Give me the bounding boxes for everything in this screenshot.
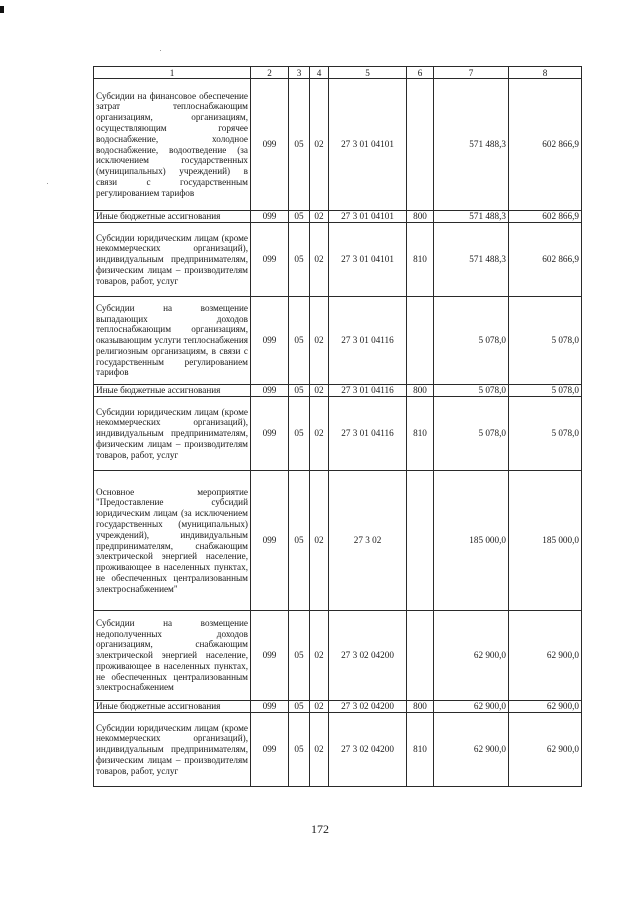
- cell-amount-8: 5 078,0: [509, 297, 582, 385]
- row-name: Субсидии на финансовое обеспечение затрат теплоснабжающим организациям, организациям, осуществляющим горячее водоснабжение, холодное водоснабжение, водоотведение (за исключением государственных (муниципальных) учреждений) в связи с государственным регулированием тарифов: [94, 79, 251, 211]
- row-name: Основное мероприятие "Предоставление субсидий юридическим лицам (за исключением государственных (муниципальных) учреждений), индивидуальным предпринимателям, снабжающим электрической энергией население, проживающее в населенных пунктах, не обеспеченных централизованным электроснабжением": [94, 471, 251, 611]
- row-name: Субсидии юридическим лицам (кроме некоммерческих организаций), индивидуальным предпринимателям, физическим лицам – производителям товаров, работ, услуг: [94, 223, 251, 297]
- cell-target-article: 27 3 01 04116: [329, 397, 407, 471]
- row-name: Субсидии юридическим лицам (кроме некоммерческих организаций), индивидуальным предпринимателям, физическим лицам – производителям товаров, работ, услуг: [94, 397, 251, 471]
- cell-section: 05: [289, 471, 310, 611]
- cell-subsection: 02: [310, 385, 329, 397]
- cell-target-article: 27 3 02 04200: [329, 713, 407, 787]
- cell-section: 05: [289, 211, 310, 223]
- cell-expense-type: [407, 471, 434, 611]
- cell-amount-7: 185 000,0: [434, 471, 509, 611]
- cell-target-article: 27 3 02 04200: [329, 611, 407, 701]
- cell-target-article: 27 3 01 04101: [329, 79, 407, 211]
- cell-amount-7: 62 900,0: [434, 611, 509, 701]
- cell-target-article: 27 3 01 04101: [329, 211, 407, 223]
- cell-amount-8: 62 900,0: [509, 611, 582, 701]
- cell-amount-7: 571 488,3: [434, 223, 509, 297]
- table-row: [94, 713, 582, 787]
- cell-subsection: 02: [310, 701, 329, 713]
- scan-speck: [47, 183, 48, 184]
- column-header: 2: [251, 67, 289, 79]
- table-row: [94, 701, 582, 713]
- cell-expense-type: [407, 611, 434, 701]
- column-header: 4: [310, 67, 329, 79]
- cell-expense-type: 800: [407, 701, 434, 713]
- cell-amount-8: 602 866,9: [509, 79, 582, 211]
- row-name: Субсидии на возмещение выпадающих доходов теплоснабжающим организациям, оказывающим услуги теплоснабжения религиозным организациям, в связи с государственным регулированием тарифов: [94, 297, 251, 385]
- cell-amount-7: 62 900,0: [434, 713, 509, 787]
- cell-subsection: 02: [310, 713, 329, 787]
- cell-amount-7: 571 488,3: [434, 211, 509, 223]
- column-header: 8: [509, 67, 582, 79]
- cell-section: 05: [289, 701, 310, 713]
- cell-amount-7: 5 078,0: [434, 385, 509, 397]
- cell-ministry: 099: [251, 397, 289, 471]
- cell-amount-8: 62 900,0: [509, 701, 582, 713]
- column-header: 1: [94, 67, 251, 79]
- cell-amount-8: 602 866,9: [509, 223, 582, 297]
- cell-subsection: 02: [310, 79, 329, 211]
- column-header: 6: [407, 67, 434, 79]
- cell-amount-8: 602 866,9: [509, 211, 582, 223]
- cell-expense-type: 800: [407, 211, 434, 223]
- column-header: 5: [329, 67, 407, 79]
- row-name: Субсидии юридическим лицам (кроме некоммерческих организаций), индивидуальным предпринимателям, физическим лицам – производителям товаров, работ, услуг: [94, 713, 251, 787]
- table-row: [94, 223, 582, 297]
- table-row: [94, 211, 582, 223]
- table-row: [94, 611, 582, 701]
- cell-amount-8: 185 000,0: [509, 471, 582, 611]
- cell-ministry: 099: [251, 701, 289, 713]
- table-row: [94, 385, 582, 397]
- scan-speck: [160, 50, 161, 51]
- cell-subsection: 02: [310, 397, 329, 471]
- cell-section: 05: [289, 397, 310, 471]
- cell-subsection: 02: [310, 611, 329, 701]
- cell-amount-7: 62 900,0: [434, 701, 509, 713]
- cell-ministry: 099: [251, 611, 289, 701]
- cell-amount-8: 5 078,0: [509, 397, 582, 471]
- cell-amount-7: 5 078,0: [434, 297, 509, 385]
- table-row: [94, 79, 582, 211]
- budget-table: [93, 66, 582, 787]
- cell-expense-type: 810: [407, 223, 434, 297]
- row-name: Субсидии на возмещение недополученных доходов организациям, снабжающим электрической энергией население, проживающее в населенных пунктах, не обеспеченных централизованным электроснабжением: [94, 611, 251, 701]
- cell-section: 05: [289, 713, 310, 787]
- cell-ministry: 099: [251, 211, 289, 223]
- cell-amount-8: 5 078,0: [509, 385, 582, 397]
- row-name: Иные бюджетные ассигнования: [94, 385, 251, 397]
- page-number: 172: [311, 822, 329, 836]
- cell-expense-type: 800: [407, 385, 434, 397]
- row-name: Иные бюджетные ассигнования: [94, 211, 251, 223]
- table-row: [94, 397, 582, 471]
- cell-subsection: 02: [310, 297, 329, 385]
- cell-expense-type: [407, 79, 434, 211]
- cell-section: 05: [289, 611, 310, 701]
- table-row: [94, 471, 582, 611]
- cell-target-article: 27 3 01 04116: [329, 385, 407, 397]
- cell-target-article: 27 3 01 04101: [329, 223, 407, 297]
- cell-amount-8: 62 900,0: [509, 713, 582, 787]
- column-header: 7: [434, 67, 509, 79]
- table-row: [94, 297, 582, 385]
- cell-amount-7: 5 078,0: [434, 397, 509, 471]
- cell-ministry: 099: [251, 79, 289, 211]
- scan-corner-mark: [0, 6, 4, 13]
- cell-target-article: 27 3 01 04116: [329, 297, 407, 385]
- cell-expense-type: 810: [407, 713, 434, 787]
- cell-target-article: 27 3 02: [329, 471, 407, 611]
- cell-section: 05: [289, 223, 310, 297]
- cell-ministry: 099: [251, 297, 289, 385]
- column-header: 3: [289, 67, 310, 79]
- cell-section: 05: [289, 385, 310, 397]
- table-header-row: [94, 67, 582, 79]
- cell-target-article: 27 3 02 04200: [329, 701, 407, 713]
- cell-subsection: 02: [310, 223, 329, 297]
- cell-section: 05: [289, 79, 310, 211]
- cell-expense-type: 810: [407, 397, 434, 471]
- cell-ministry: 099: [251, 385, 289, 397]
- cell-ministry: 099: [251, 713, 289, 787]
- cell-section: 05: [289, 297, 310, 385]
- cell-ministry: 099: [251, 471, 289, 611]
- cell-subsection: 02: [310, 211, 329, 223]
- cell-amount-7: 571 488,3: [434, 79, 509, 211]
- cell-expense-type: [407, 297, 434, 385]
- cell-subsection: 02: [310, 471, 329, 611]
- cell-ministry: 099: [251, 223, 289, 297]
- row-name: Иные бюджетные ассигнования: [94, 701, 251, 713]
